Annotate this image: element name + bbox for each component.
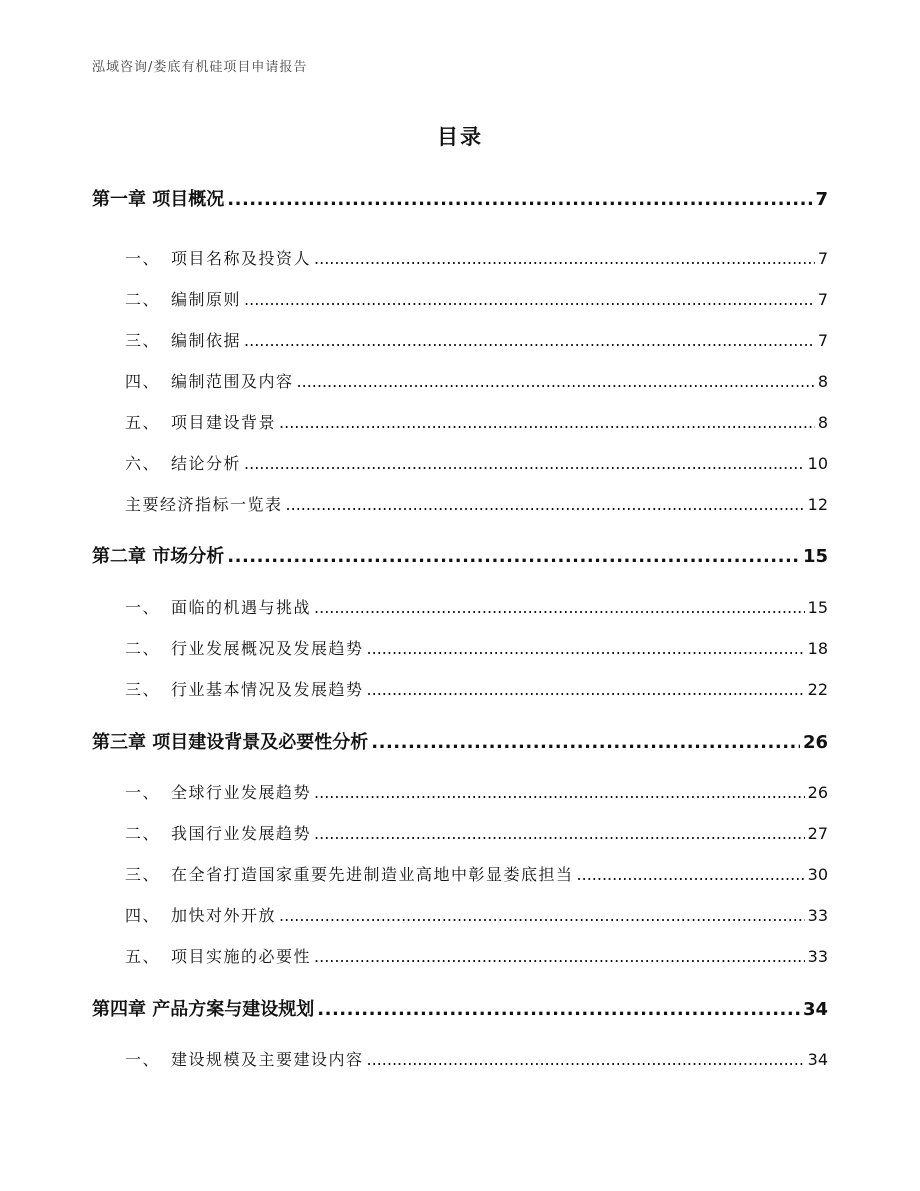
toc-chapter-2[interactable] (92, 542, 828, 568)
dot-leader (314, 947, 805, 966)
dot-leader (244, 331, 815, 350)
toc-section-number: 二、 (125, 824, 161, 843)
toc-page-number: 8 (817, 413, 828, 432)
toc-section-number: 五、 (125, 947, 161, 966)
toc-section-number: 一、 (125, 783, 161, 802)
toc-chapter-1[interactable] (92, 185, 828, 211)
toc-entry-title: 行业基本情况及发展趋势 (171, 680, 364, 699)
toc-section-number: 一、 (125, 1050, 161, 1069)
dot-leader (227, 189, 812, 210)
toc-section[interactable] (125, 328, 828, 351)
toc-page-number: 27 (807, 824, 828, 843)
toc-section-number: 二、 (125, 290, 161, 309)
toc-section-number: 四、 (125, 906, 161, 925)
toc-page-number: 15 (802, 546, 828, 567)
toc-page-number: 26 (807, 783, 828, 802)
toc-section-number: 五、 (125, 413, 161, 432)
toc-section[interactable] (125, 410, 828, 433)
toc-entry-title: 编制依据 (171, 331, 242, 350)
toc-page-number: 7 (817, 331, 828, 350)
dot-leader (367, 1050, 805, 1069)
toc-section[interactable] (125, 287, 828, 310)
toc-page-number: 30 (807, 865, 828, 884)
toc-page-number: 7 (817, 290, 828, 309)
toc-page-number: 18 (807, 639, 828, 658)
dot-leader (314, 598, 805, 617)
toc-entry-title: 行业发展概况及发展趋势 (171, 639, 364, 658)
toc-page-number: 12 (807, 495, 828, 514)
dot-leader (244, 454, 805, 473)
dot-leader (286, 495, 805, 514)
toc-chapter-4[interactable] (92, 995, 828, 1021)
dot-leader (314, 824, 805, 843)
toc-section[interactable] (125, 677, 828, 700)
toc-section-number: 四、 (125, 372, 161, 391)
toc-page-number: 7 (815, 189, 828, 210)
toc-section[interactable] (125, 492, 828, 515)
toc-section[interactable] (125, 451, 828, 474)
dot-leader (297, 372, 815, 391)
toc-entry-title: 第三章 项目建设背景及必要性分析 (92, 732, 369, 753)
toc-section[interactable] (125, 595, 828, 618)
toc-section[interactable] (125, 246, 828, 269)
toc-section[interactable] (125, 862, 828, 885)
toc-entry-title: 我国行业发展趋势 (171, 824, 312, 843)
toc-page-number: 15 (807, 598, 828, 617)
toc-entry-title: 在全省打造国家重要先进制造业高地中彰显娄底担当 (171, 865, 574, 884)
toc-section-number: 一、 (125, 598, 161, 617)
toc-page-number: 22 (807, 680, 828, 699)
dot-leader (317, 999, 800, 1020)
toc-page-number: 10 (807, 454, 828, 473)
toc-section[interactable] (125, 1047, 828, 1070)
dot-leader (279, 906, 805, 925)
running-header: 泓域咨询/娄底有机硅项目申请报告 (92, 60, 308, 75)
dot-leader (244, 290, 815, 309)
toc-page-number: 8 (817, 372, 828, 391)
dot-leader (367, 639, 805, 658)
toc-section[interactable] (125, 780, 828, 803)
toc-entry-title: 编制原则 (171, 290, 242, 309)
dot-leader (371, 732, 800, 753)
toc-section-number: 一、 (125, 249, 161, 268)
toc-section-number: 三、 (125, 331, 161, 350)
toc-entry-title: 编制范围及内容 (171, 372, 294, 391)
toc-section[interactable] (125, 903, 828, 926)
dot-leader (367, 680, 805, 699)
toc-section[interactable] (125, 821, 828, 844)
dot-leader (314, 249, 815, 268)
toc-entry-title: 加快对外开放 (171, 906, 277, 925)
toc-page-number: 34 (807, 1050, 828, 1069)
toc-title: 目录 (437, 125, 483, 149)
toc-entry-title: 全球行业发展趋势 (171, 783, 312, 802)
toc-page-number: 26 (802, 732, 828, 753)
toc-entry-title: 主要经济指标一览表 (125, 495, 283, 514)
dot-leader (227, 546, 800, 567)
dot-leader (577, 865, 805, 884)
toc-section-number: 二、 (125, 639, 161, 658)
toc-section-number: 六、 (125, 454, 161, 473)
toc-entry-title: 第四章 产品方案与建设规划 (92, 999, 315, 1020)
toc-entry-title: 结论分析 (171, 454, 242, 473)
toc-section-number: 三、 (125, 865, 161, 884)
dot-leader (314, 783, 805, 802)
toc-section-number: 三、 (125, 680, 161, 699)
toc-entry-title: 建设规模及主要建设内容 (171, 1050, 364, 1069)
toc-entry-title: 项目实施的必要性 (171, 947, 312, 966)
toc-page-number: 34 (802, 999, 828, 1020)
toc-section[interactable] (125, 369, 828, 392)
toc-section[interactable] (125, 636, 828, 659)
toc-page-number: 7 (817, 249, 828, 268)
toc-section[interactable] (125, 944, 828, 967)
toc-entry-title: 面临的机遇与挑战 (171, 598, 312, 617)
toc-page-number: 33 (807, 947, 828, 966)
toc-page-number: 33 (807, 906, 828, 925)
toc-entry-title: 项目名称及投资人 (171, 249, 312, 268)
dot-leader (279, 413, 815, 432)
toc-entry-title: 项目建设背景 (171, 413, 277, 432)
toc-entry-title: 第一章 项目概况 (92, 189, 225, 210)
toc-chapter-3[interactable] (92, 728, 828, 754)
toc-entry-title: 第二章 市场分析 (92, 546, 225, 567)
